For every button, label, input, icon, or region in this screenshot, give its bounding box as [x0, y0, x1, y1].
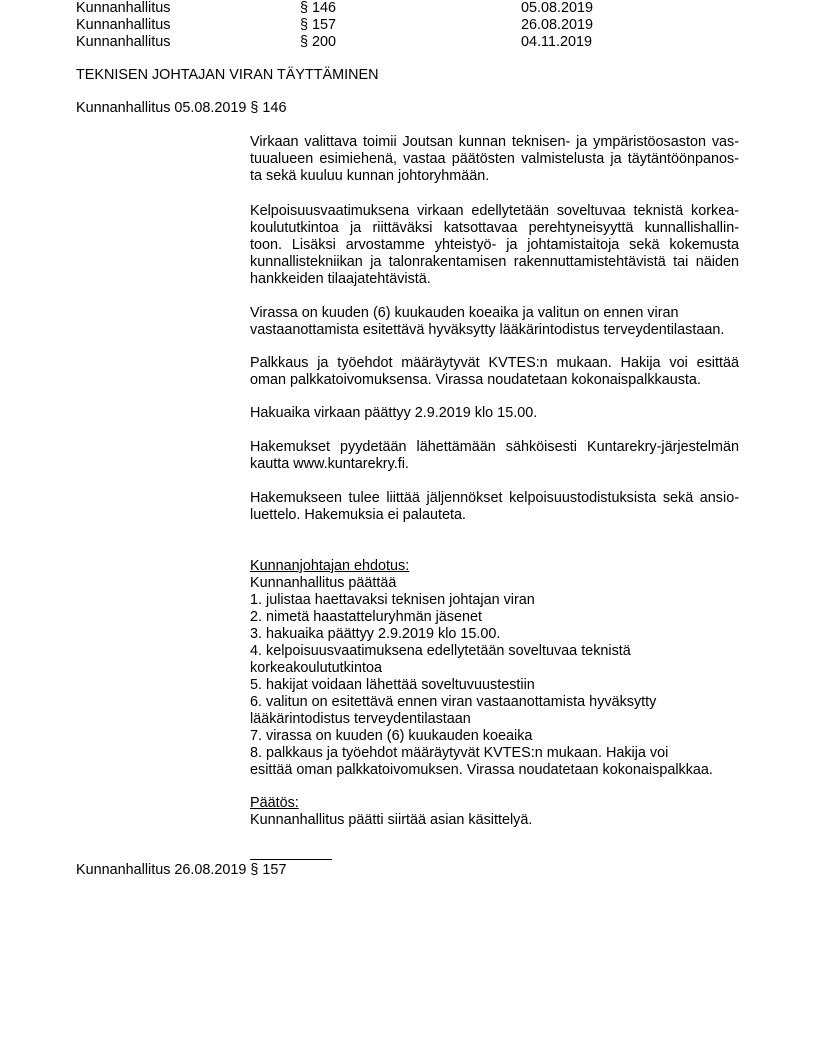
history-section: § 200	[300, 34, 337, 50]
paragraph-line: vastaanottamista esitettävä hyväksytty lääkärintodistus terveydentilastaan.	[250, 322, 725, 338]
paragraph-line: koulututkintoa ja riittäväksi katsottavaa perehtyneisyyttä kunnallishallin-	[250, 220, 739, 236]
paragraph-line: hankkeiden tilaajatehtävistä.	[250, 271, 431, 287]
proposal-line: lääkärintodistus terveydentilastaan	[250, 711, 471, 727]
proposal-line: 3. hakuaika päättyy 2.9.2019 klo 15.00.	[250, 626, 501, 642]
paragraph-line: toon. Lisäksi arvostamme yhteistyö- ja johtamistaitoja sekä kokemusta	[250, 237, 739, 253]
paragraph	[250, 439, 739, 473]
paragraph	[250, 490, 739, 524]
paragraph-line: Kelpoisuusvaatimuksena virkaan edellytetään soveltuvaa teknistä korkea-	[250, 203, 739, 219]
paragraph-line: kunnallistekniikan ja talonrakentamisen rakennuttamistehtävistä tai näiden	[250, 254, 739, 270]
history-date: 05.08.2019	[521, 0, 594, 16]
paragraph-line: Hakemukseen tulee liittää jäljennökset kelpoisuustodistuksista sekä ansio-	[250, 490, 739, 506]
history-body: Kunnanhallitus	[76, 34, 171, 50]
paragraph-line: kautta www.kuntarekry.fi.	[250, 456, 409, 472]
proposal-line: 1. julistaa haettavaksi teknisen johtajan viran	[250, 592, 535, 608]
history-body: Kunnanhallitus	[76, 0, 171, 16]
proposal-section	[250, 558, 713, 779]
proposal-line: 5. hakijat voidaan lähettää soveltuvuustestiin	[250, 677, 535, 693]
history-date: 04.11.2019	[521, 34, 592, 50]
paragraph-line: tuualueen esimiehenä, vastaa päätösten valmistelusta ja täytäntöönpanos-	[250, 151, 739, 167]
history-section: § 157	[300, 17, 337, 33]
paragraph-line: Hakuaika virkaan päättyy 2.9.2019 klo 15.00.	[250, 405, 538, 421]
proposal-line: 7. virassa on kuuden (6) kuukauden koeaika	[250, 728, 533, 744]
signature-line	[250, 859, 332, 860]
history-body: Kunnanhallitus	[76, 17, 171, 33]
paragraph-line: oman palkkatoivomuksensa. Virassa noudatetaan kokonaispalkkausta.	[250, 372, 701, 388]
history-section: § 146	[300, 0, 337, 16]
proposal-line: korkeakoulututkintoa	[250, 660, 382, 676]
paragraph-line: Virassa on kuuden (6) kuukauden koeaika ja valitun on ennen viran	[250, 305, 679, 321]
paragraph	[250, 134, 739, 185]
paragraph	[250, 203, 739, 288]
paragraph-line: Hakemukset pyydetään lähettämään sähköisesti Kuntarekry-järjestelmän	[250, 439, 739, 455]
proposal-line: 2. nimetä haastatteluryhmän jäsenet	[250, 609, 482, 625]
paragraph-line: luettelo. Hakemuksia ei palauteta.	[250, 507, 466, 523]
paragraph-line: ta sekä kuuluu kunnan johtoryhmään.	[250, 168, 490, 184]
proposal-line: Kunnanhallitus päättää	[250, 575, 397, 591]
proposal-heading: Kunnanjohtajan ehdotus:	[250, 558, 410, 574]
meeting-heading: Kunnanhallitus 05.08.2019 § 146	[76, 100, 287, 116]
decision-text: Kunnanhallitus päätti siirtää asian käsittelyä.	[250, 812, 533, 828]
decision-heading: Päätös:	[250, 795, 299, 811]
decision-section	[250, 795, 532, 829]
proposal-line: 8. palkkaus ja työehdot määräytyvät KVTES:n mukaan. Hakija voi	[250, 745, 669, 761]
paragraph	[250, 355, 739, 389]
meeting-heading: Kunnanhallitus 26.08.2019 § 157	[76, 862, 287, 878]
proposal-line: esittää oman palkkatoivomuksen. Virassa noudatetaan kokonaispalkkaa.	[250, 762, 713, 778]
proposal-line: 4. kelpoisuusvaatimuksena edellytetään soveltuvaa teknistä	[250, 643, 631, 659]
proposal-line: 6. valitun on esitettävä ennen viran vastaanottamista hyväksytty	[250, 694, 657, 710]
paragraph-line: Palkkaus ja työehdot määräytyvät KVTES:n mukaan. Hakija voi esittää	[250, 355, 739, 371]
paragraph	[250, 305, 739, 339]
history-date: 26.08.2019	[521, 17, 594, 33]
paragraph-line: Virkaan valittava toimii Joutsan kunnan teknisen- ja ympäristöosaston vas-	[250, 134, 739, 150]
document-title: TEKNISEN JOHTAJAN VIRAN TÄYTTÄMINEN	[76, 67, 379, 83]
paragraph	[250, 405, 739, 422]
